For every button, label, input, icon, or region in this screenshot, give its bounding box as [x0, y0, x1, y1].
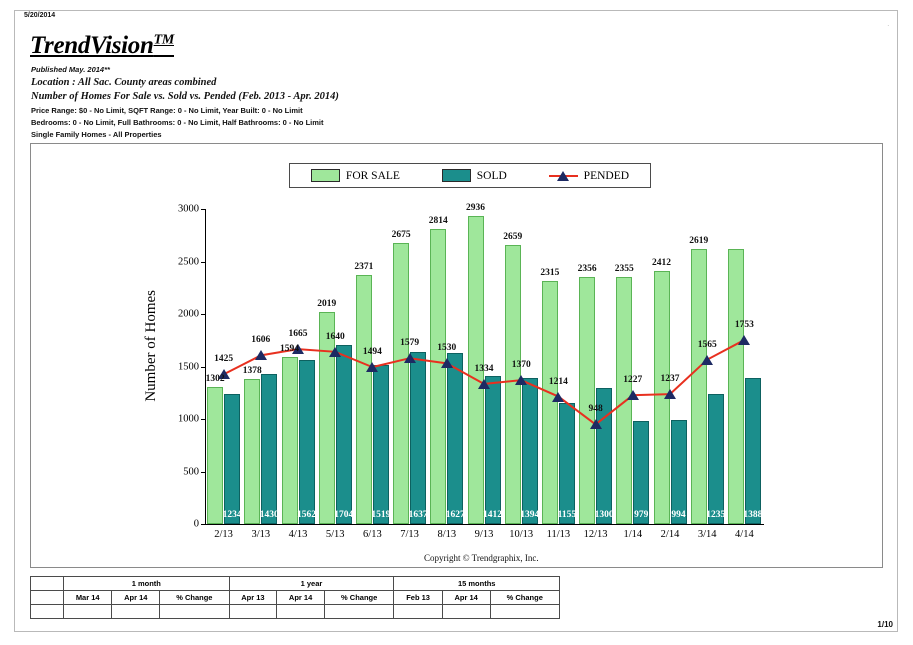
- label-sold: 1562: [297, 510, 316, 520]
- label-pended: 1334: [474, 363, 494, 374]
- brand-logo: [30, 32, 174, 60]
- label-for-sale: 1378: [242, 366, 262, 377]
- y-tick-label: 2500: [178, 256, 199, 267]
- label-sold: 1388: [743, 510, 763, 520]
- table-column-header: Apr 14: [112, 591, 160, 605]
- label-for-sale: 2355: [614, 263, 634, 274]
- legend-label-sold: SOLD: [476, 169, 507, 182]
- label-pended: 1227: [623, 375, 643, 386]
- x-tick-label: 3/14: [697, 529, 717, 540]
- label-for-sale: 2675: [391, 230, 411, 241]
- table-column-header: % Change: [490, 591, 560, 605]
- x-tick-label: 5/13: [325, 529, 345, 540]
- x-tick-label: 7/13: [400, 529, 419, 540]
- filter-line-2: Bedrooms: 0 - No Limit, Full Bathrooms: 0 - No Limit, Half Bathrooms: 0 - No Limit: [31, 118, 324, 127]
- published-date: Published May. 2014**: [31, 65, 110, 74]
- x-tick-label: 12/13: [583, 529, 608, 540]
- filter-line-1: Price Range: $0 - No Limit, SQFT Range: 0 - No Limit, Year Built: 0 - No Limit: [31, 106, 303, 115]
- label-for-sale: 1594: [280, 343, 299, 354]
- legend-item-for-sale: [311, 169, 400, 182]
- x-tick-label: 4/13: [288, 529, 308, 540]
- label-sold: 1637: [408, 510, 428, 520]
- brand-tm: TM: [153, 32, 174, 48]
- y-tick-label: 1000: [178, 413, 199, 425]
- label-pended: 1237: [660, 374, 680, 385]
- label-pended: 1665: [288, 329, 308, 340]
- x-axis-line: [205, 524, 764, 525]
- label-for-sale: 2019: [317, 299, 337, 309]
- legend-label-pended: PENDED: [583, 169, 630, 182]
- label-sold: 1155: [557, 510, 577, 520]
- label-for-sale: 2371: [354, 262, 374, 273]
- x-tick-label: 4/14: [735, 529, 754, 540]
- table-column-header: Feb 13: [394, 591, 442, 605]
- pended-marker: [664, 389, 676, 399]
- copyright-notice: Copyright © Trendgraphix, Inc.: [424, 553, 539, 563]
- table-row: [31, 605, 560, 619]
- label-pended: 1640: [325, 331, 345, 342]
- page-title: Number of Homes For Sale vs. Sold vs. Pended (Feb. 2013 - Apr. 2014): [31, 91, 339, 102]
- table-cell: [324, 605, 393, 619]
- label-pended: 1494: [362, 347, 382, 358]
- label-sold: 1430: [259, 510, 279, 520]
- label-pended: 1753: [734, 319, 754, 330]
- chart-legend: [289, 163, 651, 188]
- table-column-header: % Change: [324, 591, 393, 605]
- summary-table-wrap: [30, 576, 560, 619]
- corner-mark: .: [887, 22, 889, 28]
- x-tick-label: 9/13: [474, 529, 494, 540]
- y-tick-mark: [201, 524, 205, 525]
- x-tick-label: 8/13: [437, 529, 457, 540]
- table-column-header: Apr 14: [277, 591, 325, 605]
- legend-item-pended: [549, 170, 629, 182]
- x-tick-label: 10/13: [509, 529, 534, 540]
- label-sold: 1412: [483, 510, 502, 520]
- label-for-sale: 2814: [428, 215, 448, 226]
- label-pended: 1606: [251, 335, 271, 346]
- table-column-header: % Change: [160, 591, 229, 605]
- pended-marker: [738, 335, 750, 345]
- label-pended: 1214: [548, 376, 568, 387]
- table-column-header: Apr 14: [442, 591, 490, 605]
- label-pended: 1530: [437, 343, 457, 354]
- pended-marker: [329, 347, 341, 357]
- y-tick-label: 1500: [178, 361, 199, 372]
- x-tick-label: 11/13: [546, 529, 571, 540]
- y-axis-label: Number of Homes: [143, 290, 159, 402]
- legend-label-for-sale: FOR SALE: [345, 169, 400, 182]
- table-cell-blank: [31, 605, 64, 619]
- page-number: 1/10: [877, 620, 893, 629]
- x-tick-label: 6/13: [363, 529, 382, 540]
- label-pended: 948: [588, 404, 603, 415]
- legend-item-sold: [442, 169, 507, 182]
- pended-marker: [478, 379, 490, 389]
- brand-name: TrendVision: [30, 32, 154, 59]
- y-tick-label: 0: [193, 518, 199, 530]
- label-sold: 1627: [445, 510, 465, 520]
- label-sold: 994: [671, 510, 686, 520]
- pended-marker: [366, 362, 378, 372]
- x-tick-label: 1/14: [623, 529, 643, 540]
- table-column-header: Apr 13: [229, 591, 277, 605]
- pended-marker: [404, 353, 416, 363]
- y-tick-label: 500: [183, 466, 199, 477]
- table-group-header: 1 year: [229, 577, 394, 591]
- table-cell: [442, 605, 490, 619]
- table-cell: [112, 605, 160, 619]
- table-column-header: Mar 14: [64, 591, 112, 605]
- summary-table: [30, 576, 560, 619]
- table-group-header: 1 month: [64, 577, 230, 591]
- label-for-sale: 2315: [540, 267, 560, 278]
- table-cell: [490, 605, 560, 619]
- label-sold: 1519: [371, 510, 391, 520]
- sold-swatch-icon: [442, 169, 471, 182]
- filter-line-3: Single Family Homes - All Properties: [31, 130, 162, 139]
- label-sold: 1234: [222, 510, 242, 520]
- x-tick-label: 2/14: [660, 529, 680, 540]
- label-for-sale: 1302: [205, 374, 225, 385]
- label-for-sale: 2619: [689, 236, 709, 246]
- label-for-sale: 2659: [503, 231, 523, 242]
- label-pended: 1565: [697, 339, 717, 350]
- table-cell: [229, 605, 277, 619]
- label-for-sale: 2412: [652, 257, 671, 268]
- pended-marker: [255, 350, 267, 360]
- label-sold: 979: [634, 510, 649, 520]
- label-for-sale: 2356: [577, 263, 597, 274]
- table-cell-blank: [31, 577, 64, 591]
- table-row: [31, 577, 560, 591]
- x-tick-label: 3/13: [251, 529, 271, 540]
- pended-marker: [627, 390, 639, 400]
- report-date: 5/20/2014: [24, 12, 56, 19]
- label-pended: 1579: [400, 338, 420, 349]
- label-sold: 1704: [334, 510, 354, 520]
- table-cell: [394, 605, 442, 619]
- y-tick-label: 3000: [178, 203, 199, 215]
- pended-marker: [515, 375, 527, 385]
- label-sold: 1394: [520, 510, 540, 520]
- y-tick-label: 2000: [178, 308, 199, 320]
- table-cell: [160, 605, 229, 619]
- label-pended: 1425: [214, 354, 234, 365]
- table-row: [31, 591, 560, 605]
- plot-area: [178, 202, 763, 530]
- label-sold: 1300: [594, 510, 614, 520]
- pended-marker: [552, 392, 564, 402]
- label-pended: 1370: [511, 360, 531, 371]
- label-for-sale: 2936: [466, 202, 485, 213]
- label-sold: 1235: [706, 510, 726, 520]
- for-sale-swatch-icon: [311, 169, 340, 182]
- location-line: Location : All Sac. County areas combined: [31, 77, 217, 88]
- pended-marker: [701, 355, 713, 365]
- table-cell-blank: [31, 591, 64, 605]
- table-cell: [64, 605, 112, 619]
- pended-marker: [441, 358, 453, 368]
- table-cell: [277, 605, 325, 619]
- table-group-header: 15 months: [394, 577, 560, 591]
- x-tick-label: 2/13: [214, 529, 233, 540]
- pended-marker-icon: [549, 171, 578, 181]
- pended-marker: [590, 419, 602, 429]
